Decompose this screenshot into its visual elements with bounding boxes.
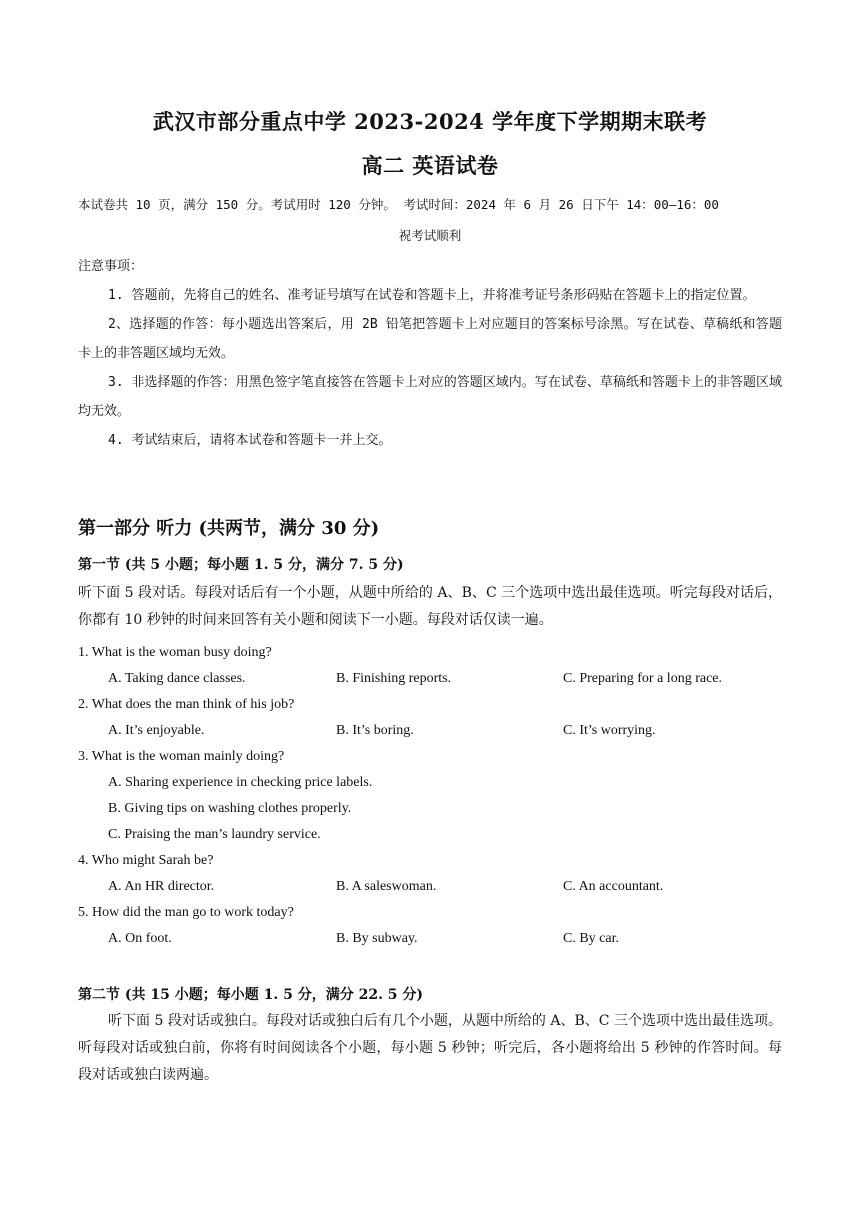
option-c: C. Preparing for a long race. — [563, 671, 722, 686]
exam-subtitle: 高二 英语试卷 — [361, 153, 499, 178]
exam-info: 本试卷共 10 页，满分 150 分。考试用时 120 分钟。 考试时间：2024 年 6 月 26 日下午 14：00—16：00 — [78, 197, 719, 212]
option-b: B. It’s boring. — [336, 723, 414, 738]
notice-item: 3. 非选择题的作答：用黑色签字笔直接答在答题卡上对应的答题区域内。写在试卷、草稿纸和答题卡上的非答题区域均无效。 — [78, 375, 782, 419]
option-a: A. An HR director. — [108, 879, 215, 894]
option-b: B. A saleswoman. — [336, 879, 437, 894]
option-row — [78, 718, 782, 744]
option-row — [78, 926, 782, 952]
question-text: 2. What does the man think of his job? — [78, 697, 295, 712]
section-two-instructions: 听下面 5 段对话或独白。每段对话或独白后有几个小题，从题中所给的 A、B、C 三个选项中选出最佳选项。听每段对话或独白前，你将有时间阅读各个小题，每小题 5 秒钟；听完后，各小题将给出 5 秒钟的作答时间。每段对话或独白读两遍。 — [78, 1013, 782, 1083]
option-c: C. Praising the man’s laundry service. — [108, 827, 321, 842]
option-c: C. By car. — [563, 931, 619, 946]
option-a: A. It’s enjoyable. — [108, 723, 205, 738]
question-text: 3. What is the woman mainly doing? — [78, 749, 285, 764]
notice-item: 4. 考试结束后，请将本试卷和答题卡一并上交。 — [108, 433, 392, 448]
notice-item: 1. 答题前，先将自己的姓名、准考证号填写在试卷和答题卡上，并将准考证号条形码贴在答题卡上的指定位置。 — [108, 288, 756, 303]
notice-heading: 注意事项： — [78, 259, 144, 274]
section-one-instructions: 听下面 5 段对话。每段对话后有一个小题，从题中所给的 A、B、C 三个选项中选出最佳选项。听完每段对话后，你都有 10 秒钟的时间来回答有关小题和阅读下一小题。每段对话仅读一遍。 — [78, 585, 782, 628]
option-b: B. Giving tips on washing clothes properly. — [108, 801, 352, 816]
notice-section — [78, 252, 782, 455]
option-b: B. Finishing reports. — [336, 671, 452, 686]
question-text: 5. How did the man go to work today? — [78, 905, 294, 920]
option-c: C. It’s worrying. — [563, 723, 656, 738]
option-a: A. On foot. — [108, 931, 172, 946]
question-text: 4. Who might Sarah be? — [78, 853, 214, 868]
option-row — [78, 874, 782, 900]
option-b: B. By subway. — [336, 931, 418, 946]
exam-wish: 祝考试顺利 — [398, 228, 462, 243]
section-two-title: 第二节 (共 15 小题；每小题 1. 5 分，满分 22. 5 分) — [78, 987, 424, 1003]
option-c: C. An accountant. — [563, 879, 664, 894]
part-one-title: 第一部分 听力 (共两节，满分 30 分) — [78, 518, 380, 539]
option-row — [78, 666, 782, 692]
section-one-title: 第一节 (共 5 小题；每小题 1. 5 分，满分 7. 5 分) — [78, 557, 404, 573]
notice-item: 2、选择题的作答：每小题选出答案后，用 2B 铅笔把答题卡上对应题目的答案标号涂黑。写在试卷、草稿纸和答题卡上的非答题区域均无效。 — [78, 317, 782, 361]
option-a: A. Taking dance classes. — [108, 671, 246, 686]
option-a: A. Sharing experience in checking price labels. — [108, 775, 373, 790]
question-text: 1. What is the woman busy doing? — [78, 645, 272, 660]
exam-title: 武汉市部分重点中学 2023-2024 学年度下学期期末联考 — [152, 109, 708, 134]
question-list — [78, 640, 782, 952]
